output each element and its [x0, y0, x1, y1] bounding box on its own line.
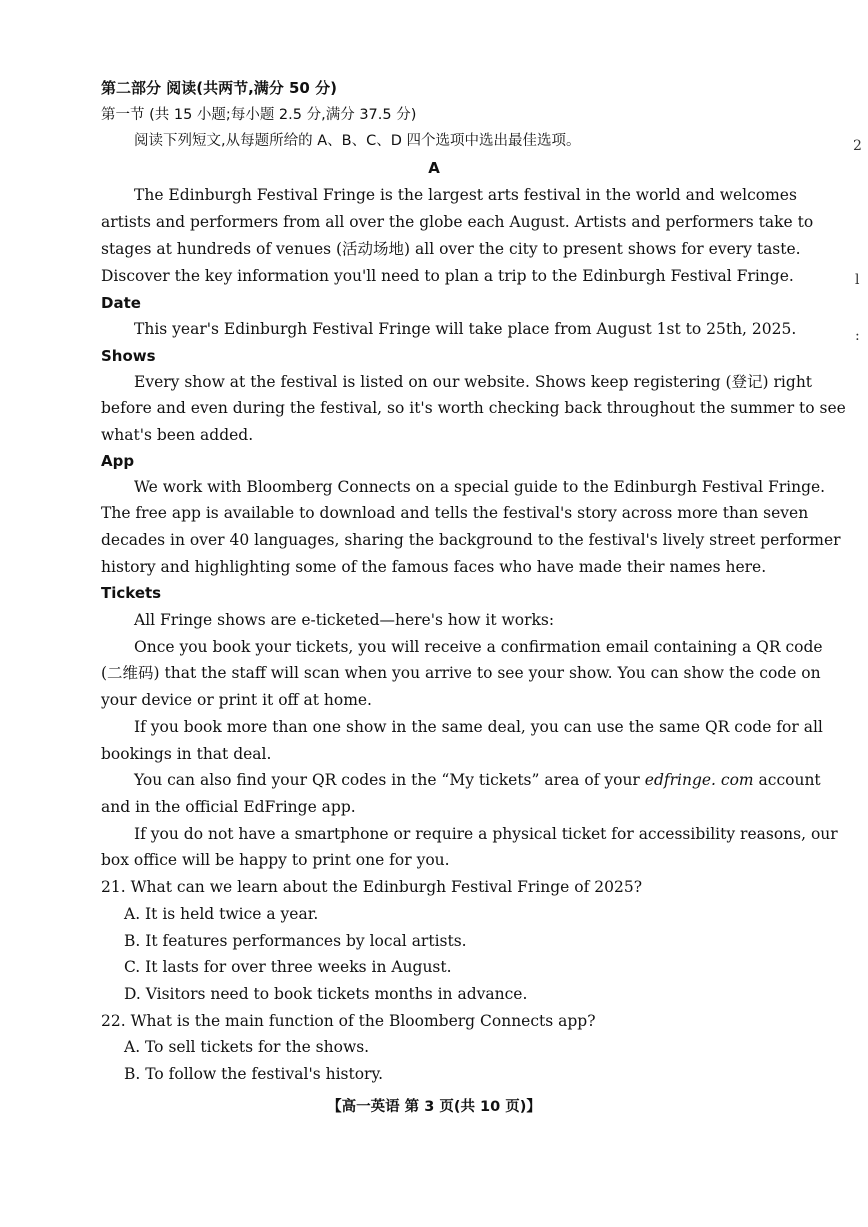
tickets-text: You can also find your QR codes in the “My tickets” area of your	[134, 771, 645, 789]
tickets-line: (二维码) that the staff will scan when you arrive to see your show. You can show the code on	[101, 664, 821, 682]
question-stem: 21. What can we learn about the Edinburgh Festival Fringe of 2025?	[101, 878, 643, 896]
tickets-text: account	[753, 771, 821, 789]
intro-line: artists and performers from all over the globe each August. Artists and performers take to	[101, 213, 814, 231]
shows-line: what's been added.	[101, 426, 254, 444]
tickets-heading: Tickets	[101, 584, 162, 602]
tickets-intro: All Fringe shows are e-ticketed—here's how it works:	[134, 611, 555, 629]
app-line: The free app is available to download and tells the festival's story across more than seven	[101, 504, 809, 522]
date-text: This year's Edinburgh Festival Fringe will take place from August 1st to 25th, 2025.	[134, 320, 797, 338]
answer-option: A. To sell tickets for the shows.	[124, 1038, 370, 1056]
app-line: We work with Bloomberg Connects on a special guide to the Edinburgh Festival Fringe.	[134, 478, 826, 496]
website-link: edfringe. com	[644, 771, 754, 789]
shows-line: Every show at the festival is listed on our website. Shows keep registering (登记) right	[134, 373, 813, 391]
tickets-line-qr	[134, 770, 821, 790]
answer-option: B. It features performances by local artists.	[124, 932, 467, 950]
app-line: history and highlighting some of the famous faces who have made their names here.	[101, 558, 767, 576]
tickets-line: If you book more than one show in the same deal, you can use the same QR code for all	[134, 718, 823, 736]
answer-option: D. Visitors need to book tickets months in advance.	[124, 985, 528, 1003]
tickets-line: Once you book your tickets, you will receive a confirmation email containing a QR code	[134, 638, 823, 656]
shows-line: before and even during the festival, so it's worth checking back throughout the summer to see	[101, 399, 846, 417]
answer-option: B. To follow the festival's history.	[124, 1065, 384, 1083]
instruction-text: 阅读下列短文,从每题所给的 A、B、C、D 四个选项中选出最佳选项。	[134, 133, 581, 149]
tickets-line: and in the official EdFringe app.	[101, 798, 356, 816]
intro-line: Discover the key information you'll need to plan a trip to the Edinburgh Festival Fringe.	[101, 267, 794, 285]
shows-heading: Shows	[101, 347, 156, 365]
date-heading: Date	[101, 294, 141, 312]
section-heading: 第一节 (共 15 小题;每小题 2.5 分,满分 37.5 分)	[101, 107, 417, 123]
intro-line: The Edinburgh Festival Fringe is the largest arts festival in the world and welcomes	[134, 186, 797, 204]
part-heading: 第二部分 阅读(共两节,满分 50 分)	[101, 79, 337, 97]
tickets-line: bookings in that deal.	[101, 745, 272, 763]
question-stem: 22. What is the main function of the Bloomberg Connects app?	[101, 1012, 596, 1030]
page-footer: 【高一英语 第 3 页(共 10 页)】	[327, 1099, 541, 1115]
passage-label: A	[428, 159, 440, 177]
margin-mark: l	[855, 272, 860, 288]
margin-mark: 2	[853, 138, 862, 154]
tickets-line: box office will be happy to print one for you.	[101, 851, 450, 869]
answer-option: A. It is held twice a year.	[124, 905, 319, 923]
app-heading: App	[101, 452, 135, 470]
tickets-line: your device or print it off at home.	[101, 691, 372, 709]
app-line: decades in over 40 languages, sharing the background to the festival's lively street performer	[101, 531, 841, 549]
answer-option: C. It lasts for over three weeks in August.	[124, 958, 452, 976]
tickets-line: If you do not have a smartphone or require a physical ticket for accessibility reasons, our	[134, 825, 838, 843]
intro-line: stages at hundreds of venues (活动场地) all over the city to present shows for every taste.	[101, 240, 801, 258]
margin-mark: :	[855, 328, 860, 344]
